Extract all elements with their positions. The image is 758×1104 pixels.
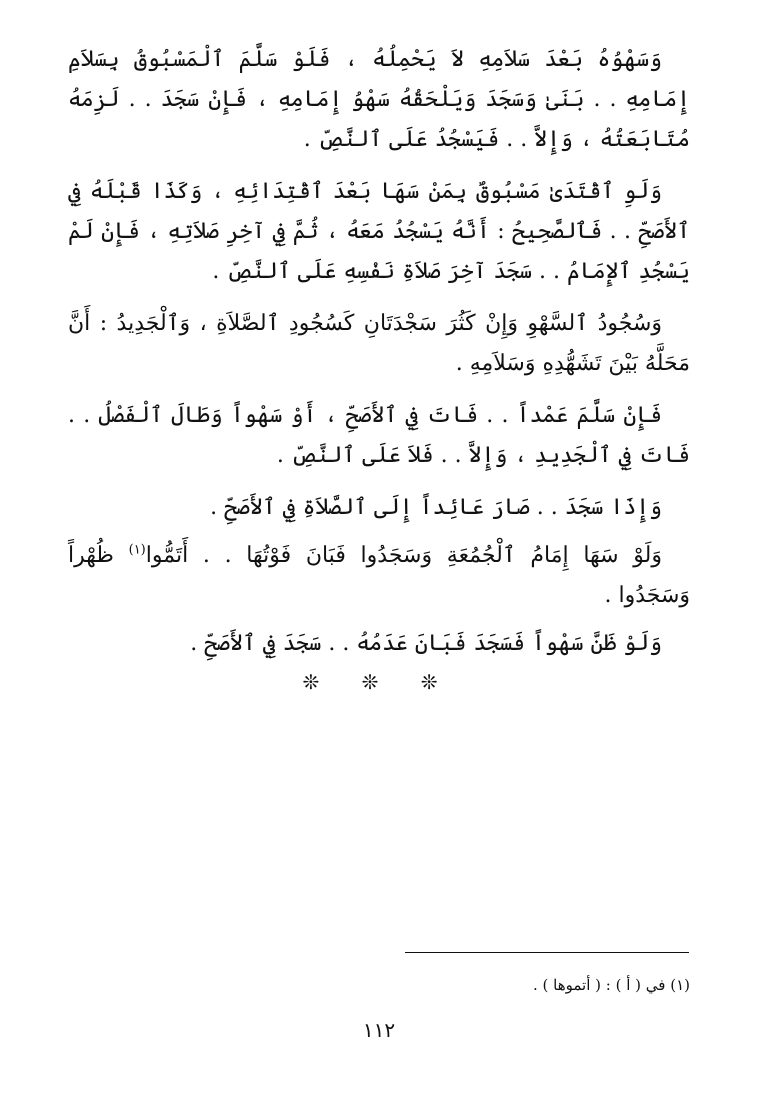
footnote-divider [405, 952, 689, 953]
paragraph-6-before: وَلَوْ سَهَا إِمَامُ ٱلْجُمُعَةِ وَسَجَدُوا فَبَانَ فَوْتُهَا . . أَتَمُّوا [145, 543, 662, 568]
paragraph-6-after: ظُهْراً وَسَجَدُوا . [68, 543, 690, 608]
main-text [68, 40, 690, 672]
paragraph-2: وَلَوِ ٱقْتَدَىٰ مَسْبُوقٌ بِمَنْ سَهَا بَعْدَ ٱقْتِدَائِهِ ، وَكَذَا قَبْلَهُ فِي ٱلأَصَحِّ . . فَٱلصَّحِيحُ : أَنَّهُ يَسْجُدُ مَعَهُ ، ثُمَّ فِي آخِرِ صَلاَتِهِ ، فَإِنْ لَمْ يَسْجُدِ ٱلإِمَامُ . . سَجَدَ آخِرَ صَلاَةِ نَفْسِهِ عَلَى ٱلنَّصِّ . [68, 179, 690, 284]
section-separator: ❊ ❊ ❊ [302, 670, 456, 694]
paragraph-1: وَسَهْوُهُ بَعْدَ سَلاَمِهِ لاَ يَحْمِلُهُ ، فَلَوْ سَلَّمَ ٱلْمَسْبُوقُ بِسَلاَمِ إِمَامِهِ . . بَنَىٰ وَسَجَدَ وَيَلْحَقُهُ سَهْوُ إِمَامِهِ ، فَإِنْ سَجَدَ . . لَزِمَهُ مُتَابَعَتُهُ ، وَإِلاَّ . . فَيَسْجُدُ عَلَى ٱلنَّصِّ . [68, 47, 690, 152]
paragraph-7: وَلَوْ ظَنَّ سَهْواً فَسَجَدَ فَبَانَ عَدَمُهُ . . سَجَدَ فِي ٱلأَصَحِّ . [190, 631, 662, 656]
footnote: (١) في ( أ ) : ( أتموها ) . [532, 976, 690, 994]
footnote-reference: (١) [128, 542, 146, 558]
paragraph-6 [68, 536, 690, 616]
paragraph-3: وَسُجُودُ ٱلسَّهْوِ وَإِنْ كَثُرَ سَجْدَتَانِ كَسُجُودِ ٱلصَّلاَةِ ، وَٱلْجَدِيدُ : أَنَّ مَحَلَّهُ بَيْنَ تَشَهُّدِهِ وَسَلاَمِهِ . [68, 311, 690, 376]
paragraph-5: وَإِذَا سَجَدَ . . صَارَ عَائِداً إِلَى ٱلصَّلاَةِ فِي ٱلأَصَحِّ . [210, 495, 662, 520]
page-number: ١١٢ [362, 1018, 396, 1042]
paragraph-4: فَإِنْ سَلَّمَ عَمْداً . . فَاتَ فِي ٱلأَصَحِّ ، أَوْ سَهْواً وَطَالَ ٱلْفَصْلُ . . فَاتَ فِي ٱلْجَدِيدِ ، وَإِلاَّ . . فَلاَ عَلَى ٱلنَّصِّ . [68, 403, 690, 468]
